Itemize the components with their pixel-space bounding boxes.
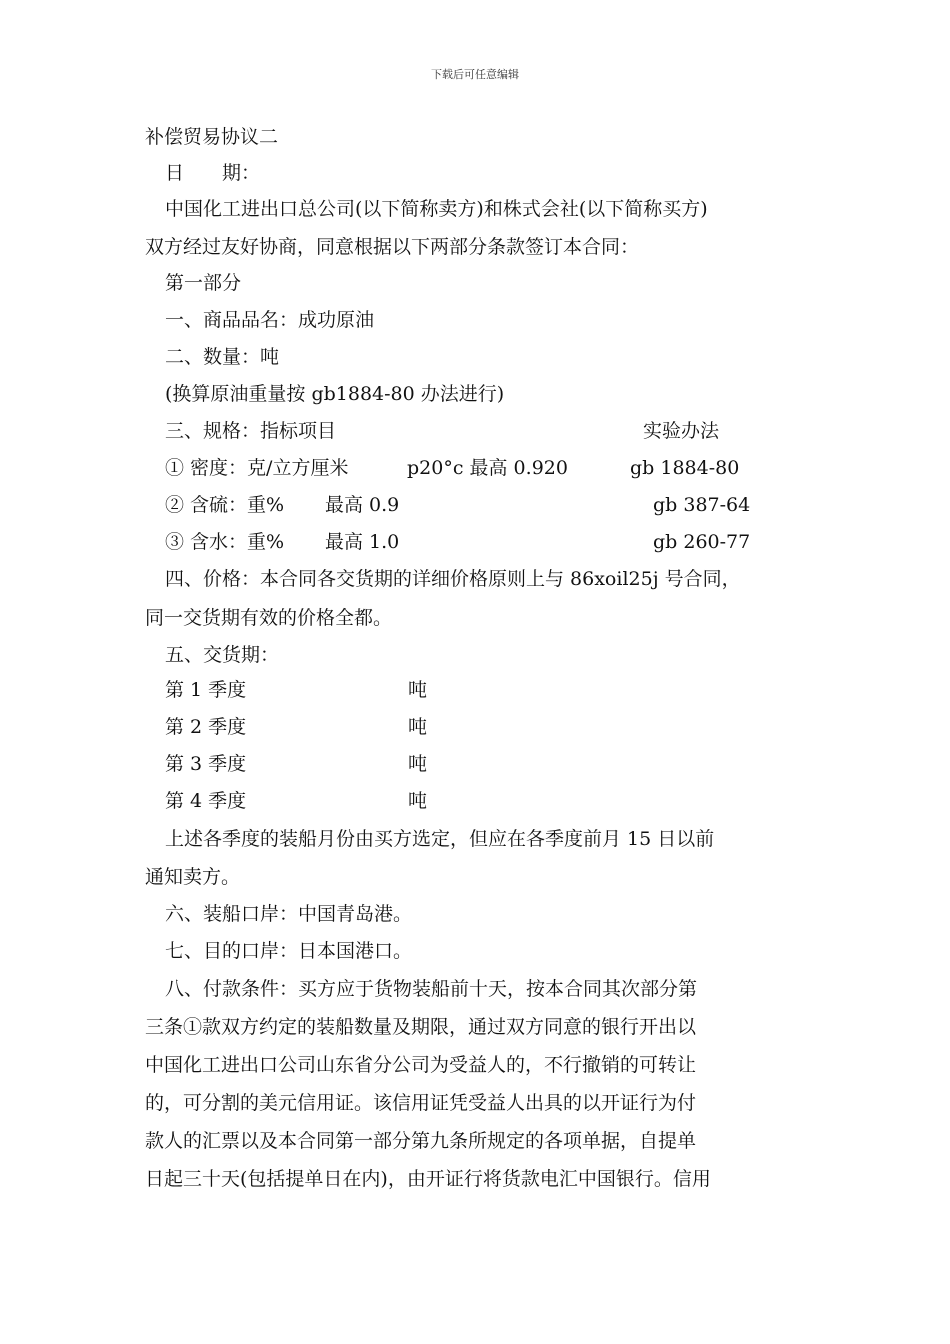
spec-row (165, 487, 835, 523)
spec-limit: p20°c 最高 0.920 (407, 457, 568, 479)
delivery-unit: 吨 (408, 790, 428, 812)
item-1-product-name: 一、商品品名：成功原油 (165, 309, 375, 331)
spec-name: ② 含硫：重% (165, 494, 285, 516)
delivery-row (165, 783, 835, 819)
date-label: 日 期： (165, 162, 261, 184)
spec-name: ① 密度：克/立方厘米 (165, 457, 349, 479)
item-8-payment-line-5: 款人的汇票以及本合同第一部分第九条所规定的各项单据，自提单 (145, 1130, 697, 1152)
parties-line-1: 中国化工进出口总公司(以下简称卖方)和株式会社(以下简称买方) (165, 198, 708, 220)
document-title: 补偿贸易协议二 (145, 126, 279, 148)
delivery-unit: 吨 (408, 679, 428, 701)
item-8-payment-line-3: 中国化工进出口公司山东省分公司为受益人的，不行撤销的可转让 (145, 1054, 697, 1076)
spec-label: 三、规格：指标项目 (165, 420, 337, 442)
delivery-quarter: 第 2 季度 (165, 716, 247, 738)
delivery-quarter: 第 4 季度 (165, 790, 247, 812)
header-note: 下载后可任意编辑 (431, 68, 519, 81)
item-7-destination-port: 七、目的口岸：日本国港口。 (165, 940, 413, 962)
delivery-unit: 吨 (408, 753, 428, 775)
delivery-row (165, 709, 835, 745)
delivery-quarter: 第 3 季度 (165, 753, 247, 775)
delivery-note-line-1: 上述各季度的装船月份由买方选定，但应在各季度前月 15 日以前 (165, 828, 715, 850)
spec-row (165, 524, 835, 560)
delivery-quarter: 第 1 季度 (165, 679, 247, 701)
method-header: 实验办法 (643, 420, 720, 442)
spec-limit: 最高 1.0 (325, 531, 400, 553)
spec-name: ③ 含水：重% (165, 531, 285, 553)
item-8-payment-line-2: 三条①款双方约定的装船数量及期限，通过双方同意的银行开出以 (145, 1016, 697, 1038)
item-8-payment-line-6: 日起三十天(包括提单日在内)，由开证行将货款电汇中国银行。信用 (145, 1168, 711, 1190)
item-8-payment-line-1: 八、付款条件：买方应于货物装船前十天，按本合同其次部分第 (165, 978, 698, 1000)
spec-method: gb 387-64 (653, 494, 751, 516)
item-5-delivery-label: 五、交货期： (165, 644, 280, 666)
item-8-payment-line-4: 的，可分割的美元信用证。该信用证凭受益人出具的以开证行为付 (145, 1092, 697, 1114)
item-4-price-line-2: 同一交货期有效的价格全都。 (145, 607, 393, 629)
item-2-note: (换算原油重量按 gb1884-80 办法进行) (165, 383, 505, 405)
delivery-note-line-2: 通知卖方。 (145, 866, 241, 888)
delivery-row (165, 672, 835, 708)
delivery-unit: 吨 (408, 716, 428, 738)
item-6-loading-port: 六、装船口岸：中国青岛港。 (165, 903, 413, 925)
part1-heading: 第一部分 (165, 272, 242, 294)
delivery-row (165, 746, 835, 782)
item-3-spec-header (165, 413, 835, 449)
item-2-quantity: 二、数量：吨 (165, 346, 280, 368)
parties-line-2: 双方经过友好协商，同意根据以下两部分条款签订本合同： (145, 236, 640, 258)
spec-method: gb 1884-80 (630, 457, 740, 479)
spec-limit: 最高 0.9 (325, 494, 400, 516)
spec-method: gb 260-77 (653, 531, 751, 553)
item-4-price-line-1: 四、价格：本合同各交货期的详细价格原则上与 86xoil25j 号合同， (165, 568, 741, 590)
spec-row (165, 450, 835, 486)
